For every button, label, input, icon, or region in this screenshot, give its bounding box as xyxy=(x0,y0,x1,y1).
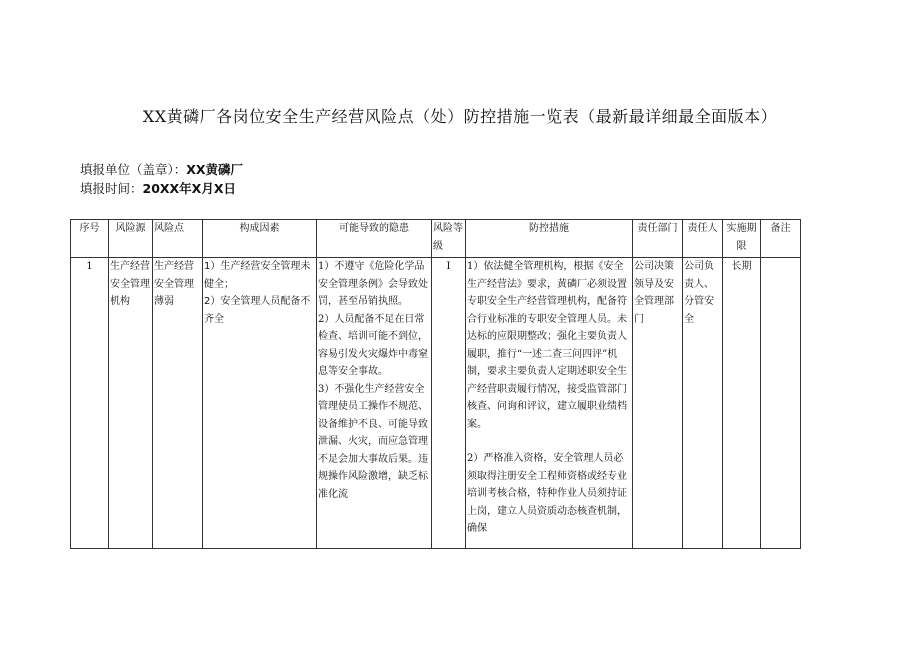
document-title: XX黄磷厂各岗位安全生产经营风险点（处）防控措施一览表（最新最详细最全面版本） xyxy=(142,107,778,126)
cell-remark xyxy=(761,258,801,549)
cell-source: 生产经营安全管理机构 xyxy=(109,258,153,549)
table-row xyxy=(71,258,801,549)
unit-value: XX黄磷厂 xyxy=(186,162,244,177)
date-line xyxy=(80,179,236,197)
unit-label: 填报单位（盖章）： xyxy=(80,162,187,177)
measure-item: 1）依法健全管理机构，根据《安全生产经营法》要求，黄磷厂必须设置专职安全生产经营管理机构，配备符合行业标准的专职安全管理人员。未达标的应限期整改；强化主要负责人履职，推行“一述二查三问四评”机制，要求主要负责人定期述职安全生产经营职责履行情况，接受监管部门核查、问询和评议，建立履职业绩档案。 xyxy=(467,261,627,430)
cell-deadline: 长期 xyxy=(723,258,761,549)
header-point: 风险点 xyxy=(153,220,203,258)
header-factors: 构成因素 xyxy=(203,220,317,258)
measure-item: 2）严格准入资格，安全管理人员必须取得注册安全工程师资格或经专业培训考核合格，特种作业人员须持证上岗，建立人员资质动态核查机制，确保 xyxy=(467,453,627,534)
header-no: 序号 xyxy=(71,220,109,258)
header-level: 风险等级 xyxy=(432,220,466,258)
date-value: 20XX年X月X日 xyxy=(142,181,236,196)
cell-level: I xyxy=(432,258,466,549)
cell-no: 1 xyxy=(71,258,109,549)
table-header-row xyxy=(71,220,801,258)
cell-point: 生产经营安全管理薄弱 xyxy=(153,258,203,549)
hazard-item: 3）不强化生产经营安全管理使员工操作不规范、设备维护不良、可能导致泄漏、火灾，而应急管理不足会加大事故后果。违规操作风险激增，缺乏标准化流 xyxy=(318,383,428,500)
cell-hazards xyxy=(317,258,432,549)
header-measures: 防控措施 xyxy=(466,220,633,258)
unit-line xyxy=(80,160,243,178)
cell-dept: 公司决策领导及安全管理部门 xyxy=(633,258,683,549)
header-deadline: 实施期限 xyxy=(723,220,761,258)
cell-person: 公司负责人、分管安全 xyxy=(683,258,723,549)
header-remark: 备注 xyxy=(761,220,801,258)
header-source: 风险源 xyxy=(109,220,153,258)
risk-control-table xyxy=(70,219,801,549)
header-person: 责任人 xyxy=(683,220,723,258)
date-label: 填报时间： xyxy=(80,181,143,196)
hazard-item: 2）人员配备不足在日常检查、培训可能不到位，容易引发火灾爆炸中毒窒息等安全事故。 xyxy=(318,313,428,377)
hazard-item: 1）不遵守《危险化学品安全管理条例》会导致处罚，甚至吊销执照。 xyxy=(318,261,428,307)
header-hazards: 可能导致的隐患 xyxy=(317,220,432,258)
header-dept: 责任部门 xyxy=(633,220,683,258)
cell-measures xyxy=(466,258,633,549)
cell-factors: 1）生产经营安全管理未健全； 2）安全管理人员配备不齐全 xyxy=(203,258,317,549)
